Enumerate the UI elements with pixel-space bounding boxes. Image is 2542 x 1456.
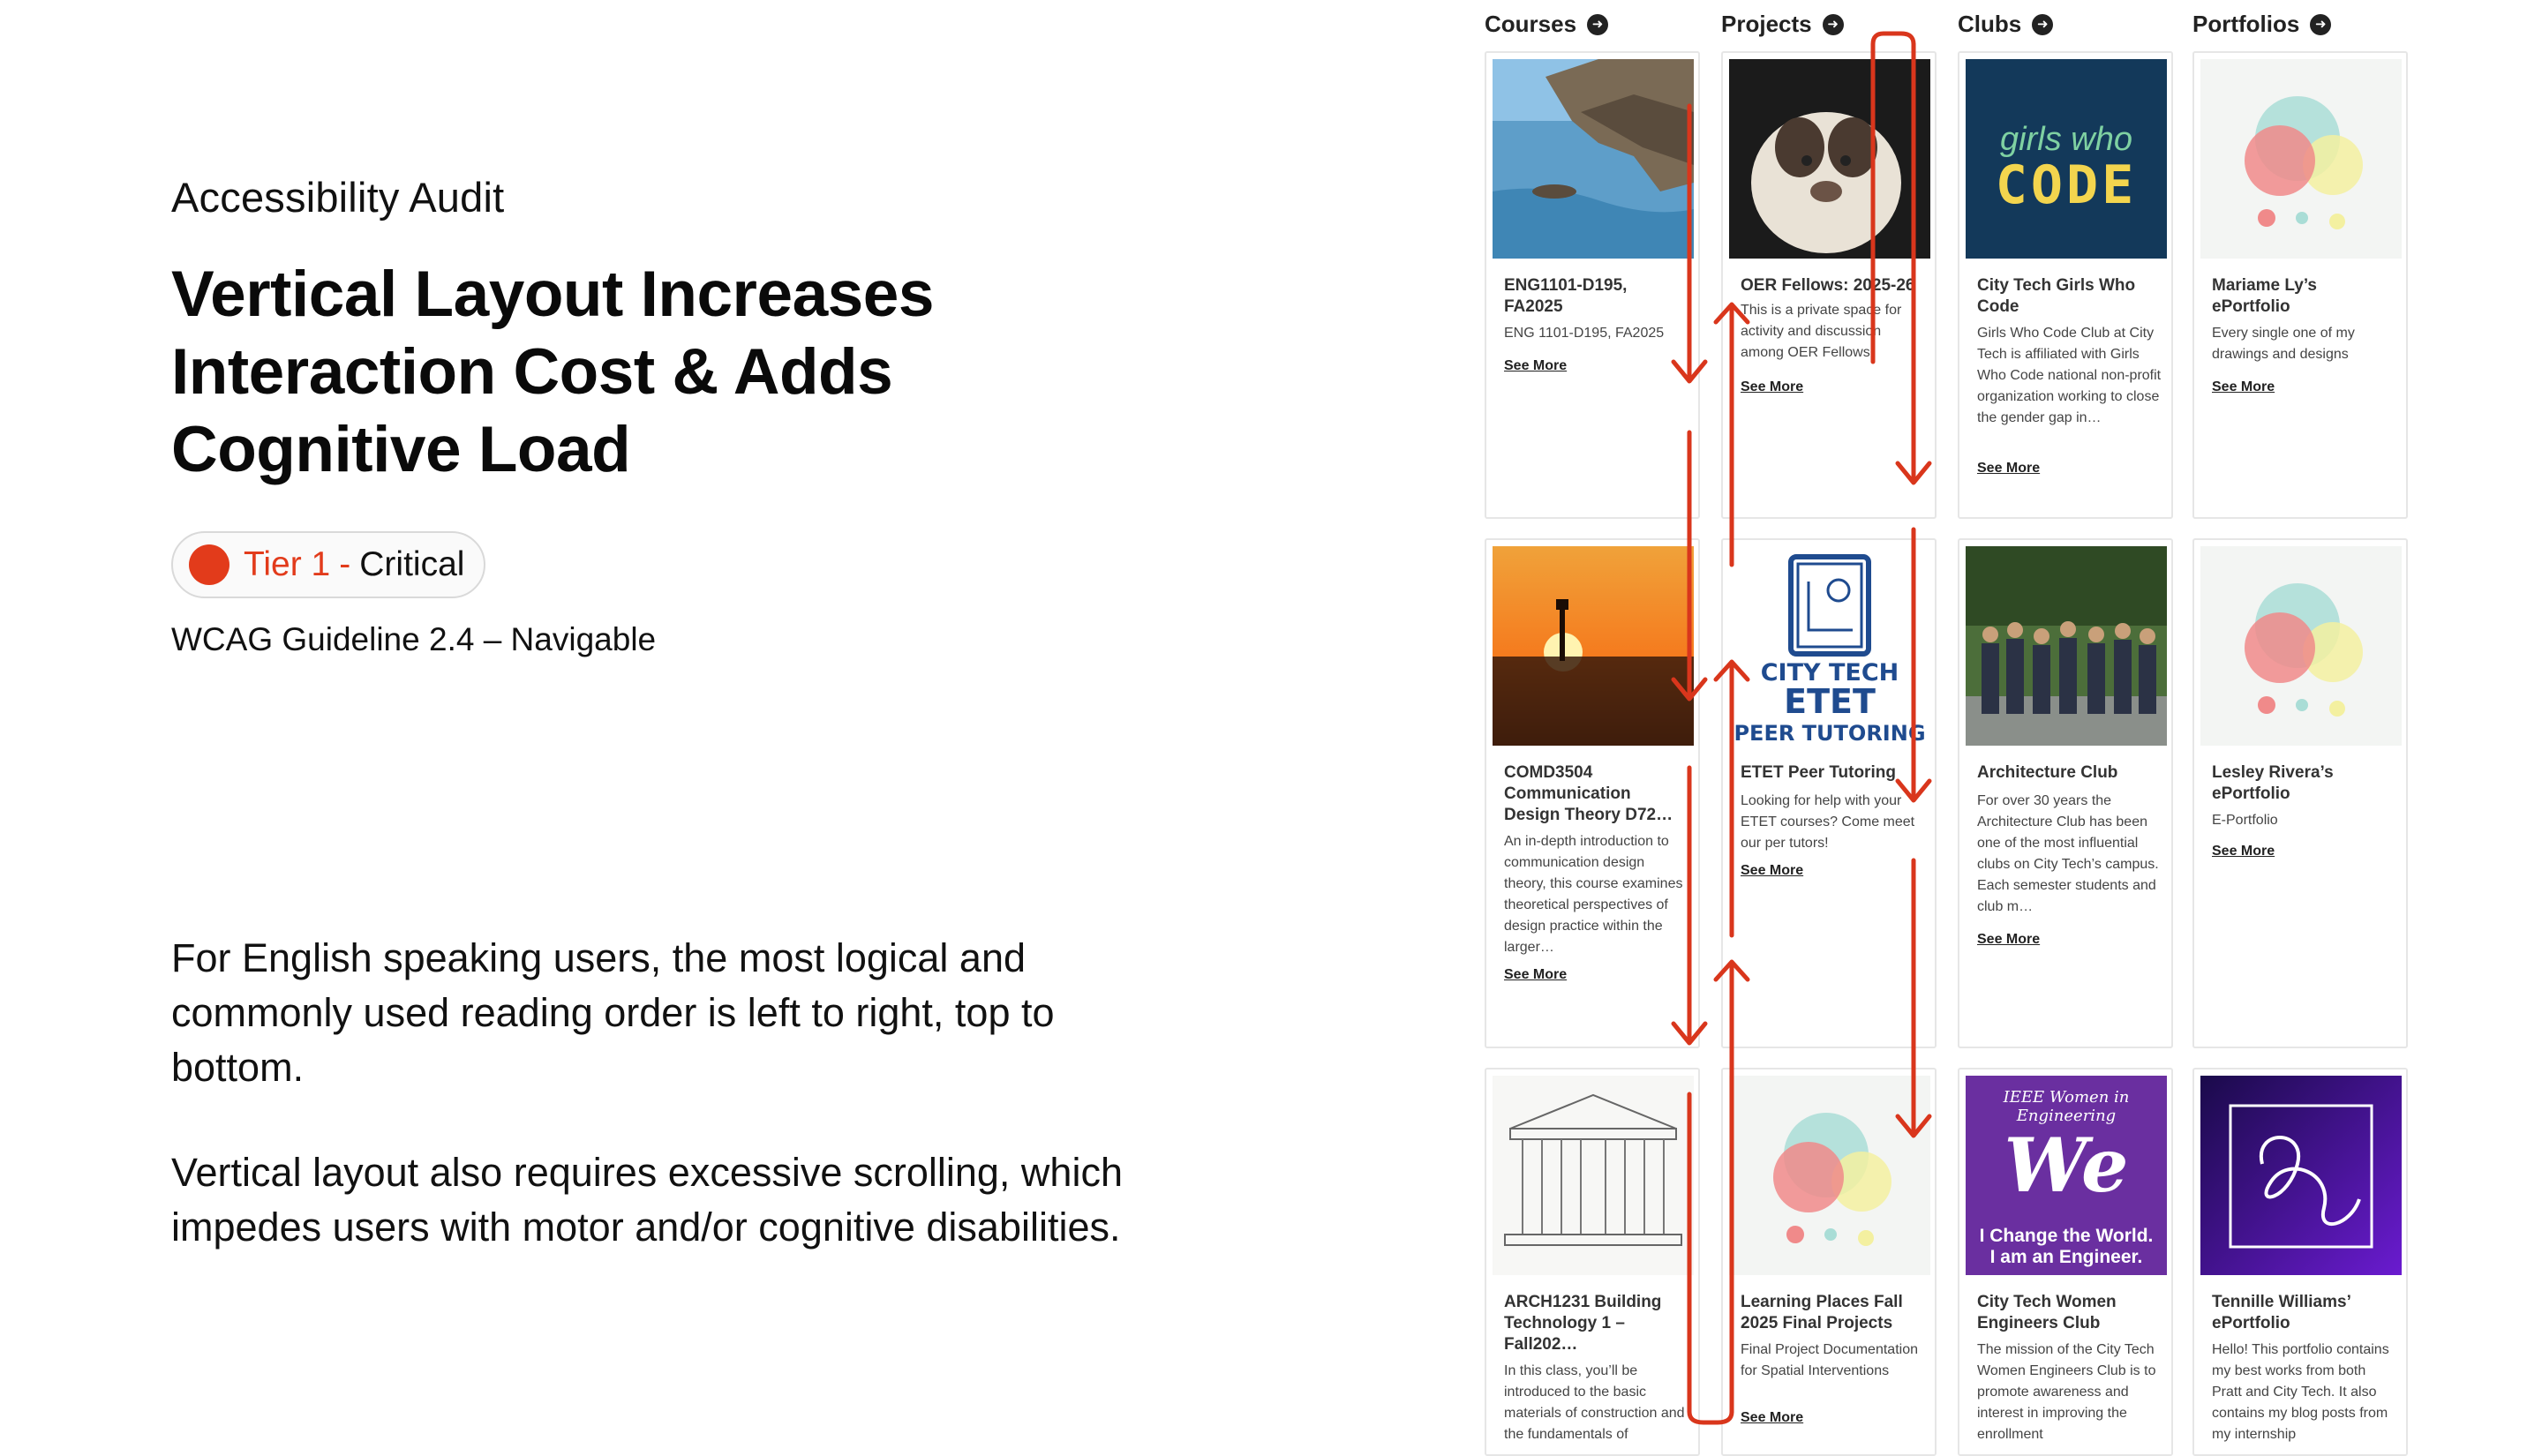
card-thumbnail-default-avatar [1729, 1076, 1930, 1275]
card-title: ETET Peer Tutoring [1741, 763, 1896, 782]
thumbnail-text: I am an Engineer. [1989, 1247, 2143, 1267]
tier-badge [171, 531, 485, 598]
see-more-link[interactable]: See More [1977, 932, 2041, 947]
card-title: OER Fellows: 2025-26 [1741, 276, 1915, 295]
card-description: Hello! This portfolio contains my best works from both Pratt and City Tech. It also contains my blog posts from my internship [2212, 1342, 2389, 1442]
card-thumbnail-sunset-photo [1493, 546, 1694, 746]
card-title: Tennille Williams’ ePortfolio [2212, 1293, 2350, 1332]
card-description: The mission of the City Tech Women Engineers Club is to promote awareness and interest in improving the enrollment [1977, 1342, 2156, 1442]
tier-severity: Critical [359, 545, 465, 583]
see-more-link[interactable]: See More [1977, 461, 2041, 476]
wcag-guideline: WCAG Guideline 2.4 – Navigable [171, 621, 657, 657]
thumbnail-text: I Change the World. [1979, 1226, 2154, 1246]
card-learning-places[interactable] [1721, 1068, 1937, 1456]
thumbnail-text: PEER TUTORING [1734, 721, 1926, 746]
arrow-right-circle-icon: ➜ [1823, 14, 1844, 35]
column-header-clubs[interactable] [1958, 11, 2053, 38]
column-header-label: Projects [1721, 11, 1812, 37]
column-header-courses[interactable] [1485, 11, 1608, 38]
thumbnail-text: girls who [2000, 121, 2132, 158]
card-thumbnail-building-drawing [1493, 1076, 1694, 1275]
column-header-label: Portfolios [2192, 11, 2300, 37]
card-tennille-eportfolio[interactable] [2192, 1068, 2408, 1456]
card-mariame-eportfolio[interactable] [2192, 51, 2408, 519]
thumbnail-text: CODE [1995, 154, 2138, 216]
card-title: Architecture Club [1977, 763, 2118, 782]
red-dot-icon [189, 544, 229, 585]
see-more-link[interactable]: See More [1504, 358, 1568, 373]
card-arch1231[interactable] [1485, 1068, 1700, 1456]
card-thumbnail-signature-logo [2200, 1076, 2402, 1275]
card-thumbnail-default-avatar [2200, 59, 2402, 259]
card-comd3504[interactable] [1485, 538, 1700, 1048]
card-title: Mariame Ly’s ePortfolio [2212, 276, 2317, 316]
tier-separator: - [339, 545, 351, 583]
audit-eyebrow: Accessibility Audit [171, 174, 505, 221]
card-thumbnail-coast-photo [1493, 59, 1694, 259]
card-title: City Tech Girls Who Code [1977, 276, 2136, 316]
card-description: In this class, you’ll be introduced to the basic materials of construction and the fundamentals of [1504, 1363, 1685, 1442]
arrow-right-circle-icon: ➜ [2310, 14, 2331, 35]
see-more-link[interactable]: See More [1741, 863, 1804, 878]
card-description: ENG 1101-D195, FA2025 [1504, 326, 1665, 341]
card-architecture-club[interactable] [1958, 538, 2173, 1048]
see-more-link[interactable]: See More [1741, 1410, 1804, 1425]
card-description: E-Portfolio [2212, 813, 2278, 828]
see-more-link[interactable]: See More [2212, 379, 2275, 394]
card-title: Learning Places Fall 2025 Final Projects [1741, 1293, 1903, 1332]
column-header-projects[interactable] [1721, 11, 1844, 38]
column-header-portfolios[interactable] [2192, 11, 2331, 38]
card-thumbnail-ieee-wie-logo [1966, 1076, 2167, 1275]
card-women-engineers[interactable] [1958, 1068, 2173, 1456]
thumbnail-text: IEEE Women in Engineering [2003, 1088, 2130, 1125]
card-title: City Tech Women Engineers Club [1977, 1293, 2117, 1332]
thumbnail-text: ETET [1784, 682, 1876, 721]
audit-title: Vertical Layout Increases Interaction Cost & Adds Cognitive Load [171, 259, 934, 485]
card-title: Lesley Rivera’s ePortfolio [2212, 763, 2334, 803]
card-thumbnail-default-avatar [2200, 546, 2402, 746]
card-description: An in-depth introduction to communication design theory, this course examines theoretical perspectives of design practice within the larger… [1504, 834, 1683, 955]
card-title: ENG1101-D195, FA2025 [1504, 276, 1628, 316]
card-title: ARCH1231 Building Technology 1 – Fall202… [1504, 1293, 1662, 1354]
card-title: COMD3504 Communication Design Theory D72… [1504, 763, 1673, 824]
column-header-label: Courses [1485, 11, 1577, 37]
card-thumbnail-girls-who-code-logo [1966, 59, 2167, 259]
column-header-label: Clubs [1958, 11, 2022, 37]
scrolling-paragraph: Vertical layout also requires excessive scrolling, which impedes users with motor and/or cognitive disabilities. [171, 1150, 1123, 1250]
see-more-link[interactable]: See More [2212, 844, 2275, 859]
card-girls-who-code[interactable] [1958, 51, 2173, 519]
card-eng1101[interactable] [1485, 51, 1700, 519]
card-description: Final Project Documentation for Spatial Interventions [1741, 1342, 1918, 1378]
arrow-right-circle-icon: ➜ [2032, 14, 2053, 35]
arrow-right-circle-icon: ➜ [1587, 14, 1608, 35]
tier-label: Tier 1 [244, 545, 331, 583]
card-lesley-eportfolio[interactable] [2192, 538, 2408, 1048]
card-thumbnail-cat-photo [1729, 59, 1930, 259]
card-description: Every single one of my drawings and designs [2212, 326, 2355, 362]
see-more-link[interactable]: See More [1504, 967, 1568, 982]
card-description: Girls Who Code Club at City Tech is affiliated with Girls Who Code national non-profit organization working to close the gender gap in… [1977, 326, 2162, 425]
thumbnail-text: CITY TECH [1760, 659, 1899, 687]
see-more-link[interactable]: See More [1741, 379, 1804, 394]
reading-order-paragraph: For English speaking users, the most logical and commonly used reading order is left to right, top to bottom. [171, 935, 1055, 1090]
card-description: This is a private space for activity and discussion among OER Fellows. [1741, 303, 1902, 360]
card-oer-fellows[interactable] [1721, 51, 1937, 519]
card-description: Looking for help with your ETET courses? Come meet our per tutors! [1741, 793, 1915, 851]
card-description: For over 30 years the Architecture Club has been one of the most influential clubs on City Tech’s campus. Each semester students and club m… [1977, 793, 2159, 914]
card-thumbnail-etet-logo [1729, 546, 1930, 746]
card-etet-peer-tutoring[interactable] [1721, 538, 1937, 1048]
card-thumbnail-group-photo [1966, 546, 2167, 746]
thumbnail-text: We [2004, 1122, 2129, 1209]
